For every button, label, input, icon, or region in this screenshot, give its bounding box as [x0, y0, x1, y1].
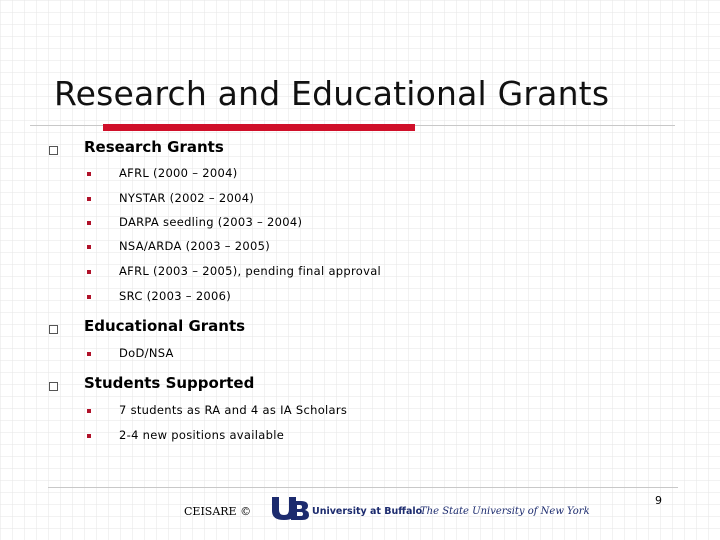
section-heading-students-supported: Students Supported: [84, 374, 255, 392]
list-item: NSA/ARDA (2003 – 2005): [119, 239, 271, 253]
item-bullet-icon: [87, 270, 91, 274]
list-item: SRC (2003 – 2006): [119, 289, 232, 303]
ub-logo-icon: [270, 495, 310, 521]
ub-wordmark: University at Buffalo: [312, 506, 423, 517]
list-item: DoD/NSA: [119, 346, 174, 360]
ub-subtitle: The State University of New York: [420, 506, 590, 517]
list-item: AFRL (2000 – 2004): [119, 166, 238, 180]
footer-divider: [48, 487, 678, 488]
item-bullet-icon: [87, 409, 91, 413]
item-bullet-icon: [87, 434, 91, 438]
slide-title: Research and Educational Grants: [54, 74, 610, 113]
list-item: 7 students as RA and 4 as IA Scholars: [119, 403, 348, 417]
section-bullet-icon: [49, 325, 58, 334]
list-item: NYSTAR (2002 – 2004): [119, 191, 255, 205]
item-bullet-icon: [87, 295, 91, 299]
item-bullet-icon: [87, 197, 91, 201]
section-bullet-icon: [49, 382, 58, 391]
item-bullet-icon: [87, 352, 91, 356]
list-item: AFRL (2003 – 2005), pending final approval: [119, 264, 382, 278]
title-accent-bar: [103, 124, 415, 131]
item-bullet-icon: [87, 221, 91, 225]
item-bullet-icon: [87, 172, 91, 176]
section-heading-educational-grants: Educational Grants: [84, 317, 246, 335]
section-bullet-icon: [49, 146, 58, 155]
page-number: 9: [655, 494, 662, 507]
item-bullet-icon: [87, 245, 91, 249]
footer-org: CEISARE ©: [184, 505, 252, 518]
section-heading-research-grants: Research Grants: [84, 138, 224, 156]
list-item: 2-4 new positions available: [119, 428, 285, 442]
list-item: DARPA seedling (2003 – 2004): [119, 215, 303, 229]
